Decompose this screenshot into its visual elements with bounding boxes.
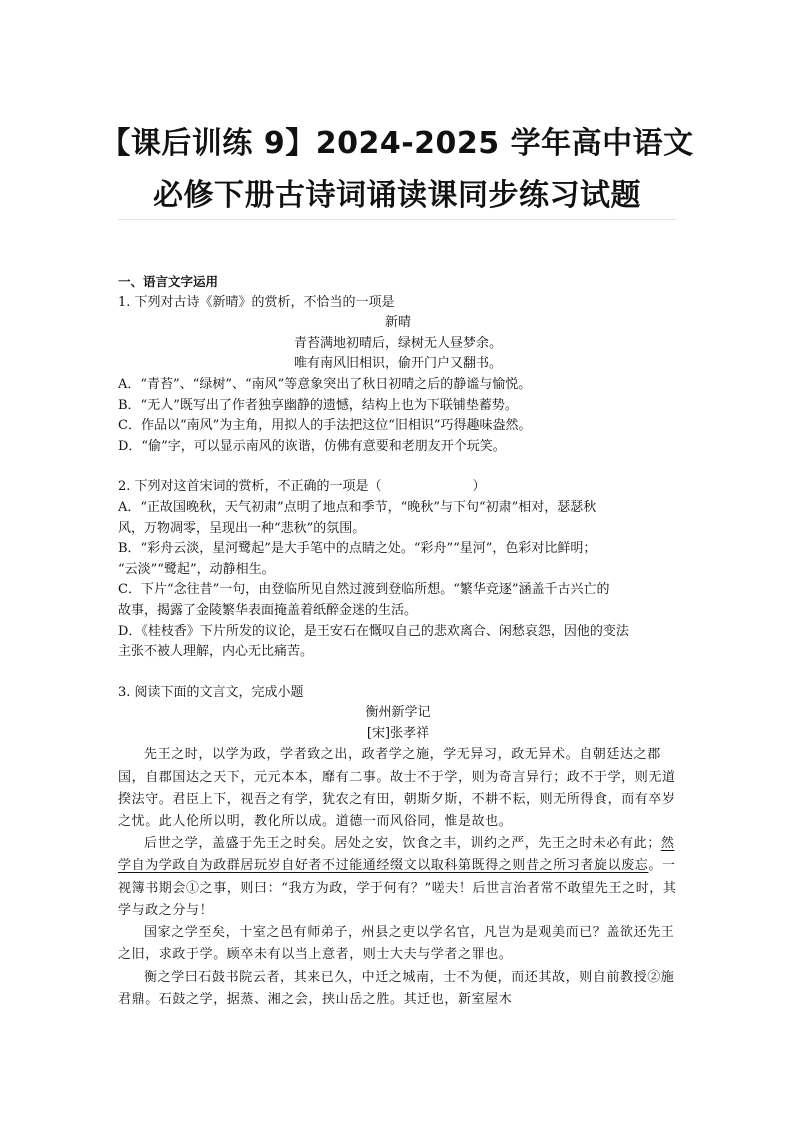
passage-author: [宋]张孝祥: [366, 725, 430, 741]
option-b: B．“无人”既写出了作者独享幽静的遗憾，结构上也为下联铺垫蓄势。: [118, 397, 518, 413]
underlined-sentence: 然学自为学政自为政群居玩岁自好者不过能通经缀文以取科第既得之则昔之所习者旋以废忘: [118, 836, 675, 874]
option-c-continued: 故事，揭露了金陵繁华表面掩盖着纸醉金迷的生活。: [118, 602, 418, 618]
option-a: A．“青苔”、“绿树”、“南风”等意象突出了秋日初晴之后的静谧与愉悦。: [118, 376, 532, 392]
passage-paragraph-2: [118, 833, 678, 922]
option-a-continued: 风，万物凋零，呈现出一种“悲秋”的氛围。: [118, 520, 366, 536]
question-stem: 2. 下列对这首宋词的赏析，不正确的一项是（ ）: [118, 479, 486, 495]
passage-paragraph-3: 国家之学至矣，十室之邑有师弟子，州县之吏以学名官，凡岂为是观美而已？盖欲还先王之旧，求政于学。顾卒未有以当上意者，则士大夫与学者之罪也。: [118, 925, 675, 963]
option-a: A．“正故国晚秋，天气初肃”点明了地点和季节，“晚秋”与下句“初肃”相对，瑟瑟秋: [118, 499, 597, 515]
passage-paragraph-1: 先王之时，以学为政，学者致之出，政者学之施，学无异习，政无异术。自朝廷达之郡国，自郡国达之天下，元元本本，靡有二事。故士不于学，则为奇言异行；政不于学，则无道揆法守。君臣上下，视吾之有学，犹农之有田，朝斯夕斯，不耕不耘，则无所得食，而有卒岁之忧。此人伦所以明，教化所以成。道德一而风俗同，惟是故也。: [118, 747, 676, 830]
question-stem: 1. 下列对古诗《新晴》的赏析，不恰当的一项是: [118, 294, 395, 310]
question-1: [118, 293, 678, 458]
poem-line: 青苔满地初晴后，绿树无人昼梦余。: [293, 335, 502, 351]
option-b: B．“彩舟云淡，星河鹭起”是大手笔中的点睛之处。“彩舟”“星河”，色彩对比鲜明；: [118, 541, 597, 557]
document-body: [118, 272, 678, 1011]
poem-line: 唯有南风旧相识，偷开门户又翻书。: [293, 356, 502, 372]
question-3: [118, 683, 678, 1011]
option-c: C．作品以“南风”为主角，用拟人的手法把这位“旧相识”巧得趣味盎然。: [118, 418, 532, 434]
question-2: [118, 477, 678, 662]
paragraph-text: 后世之学，盖盛于先王之时矣。居处之安，饮食之丰，训约之严，先王之时未必有此；: [144, 836, 661, 852]
passage-title: 衡州新学记: [365, 705, 431, 721]
title-line-1: 【课后训练 9】2024-2025 学年高中语文: [100, 126, 694, 161]
paragraph-text: 。一视簿书期会①之事，则曰：“我方为政，学于何有？”嗟夫！后世言治者常不敢望先王之时，其学与政之分与！: [118, 858, 677, 918]
passage-paragraph-4: 衡之学曰石鼓书院云者，其来已久，中迁之城南，士不为便，而还其故，则自前教授②施君鼎。石鼓之学，据蒸、湘之会，挟山岳之胜。其迁也，新室屋木: [118, 969, 675, 1007]
title-line-2: 必修下册古诗词诵读课同步练习试题: [153, 178, 641, 213]
option-d: D．“偷”字，可以显示南风的诙谐，仿佛有意要和老朋友开个玩笑。: [118, 438, 506, 454]
title-divider: [118, 219, 676, 220]
option-d-continued: 主张不被人理解，内心无比痛苦。: [118, 644, 314, 660]
section-heading: 一、语言文字运用: [118, 274, 219, 289]
option-b-continued: “云淡”“鹭起”，动静相生。: [118, 561, 275, 577]
question-stem: 3. 阅读下面的文言文，完成小题: [118, 684, 304, 700]
poem-title: 新晴: [384, 315, 411, 331]
option-d: D．《桂枝香》下片所发的议论，是王安石在慨叹自己的悲欢离合、闲愁哀怨，因他的变法: [118, 623, 629, 639]
option-c: C．下片“念往昔”一句，由登临所见自然过渡到登临所想。“繁华竞逐”涵盖千古兴亡的: [118, 582, 610, 598]
